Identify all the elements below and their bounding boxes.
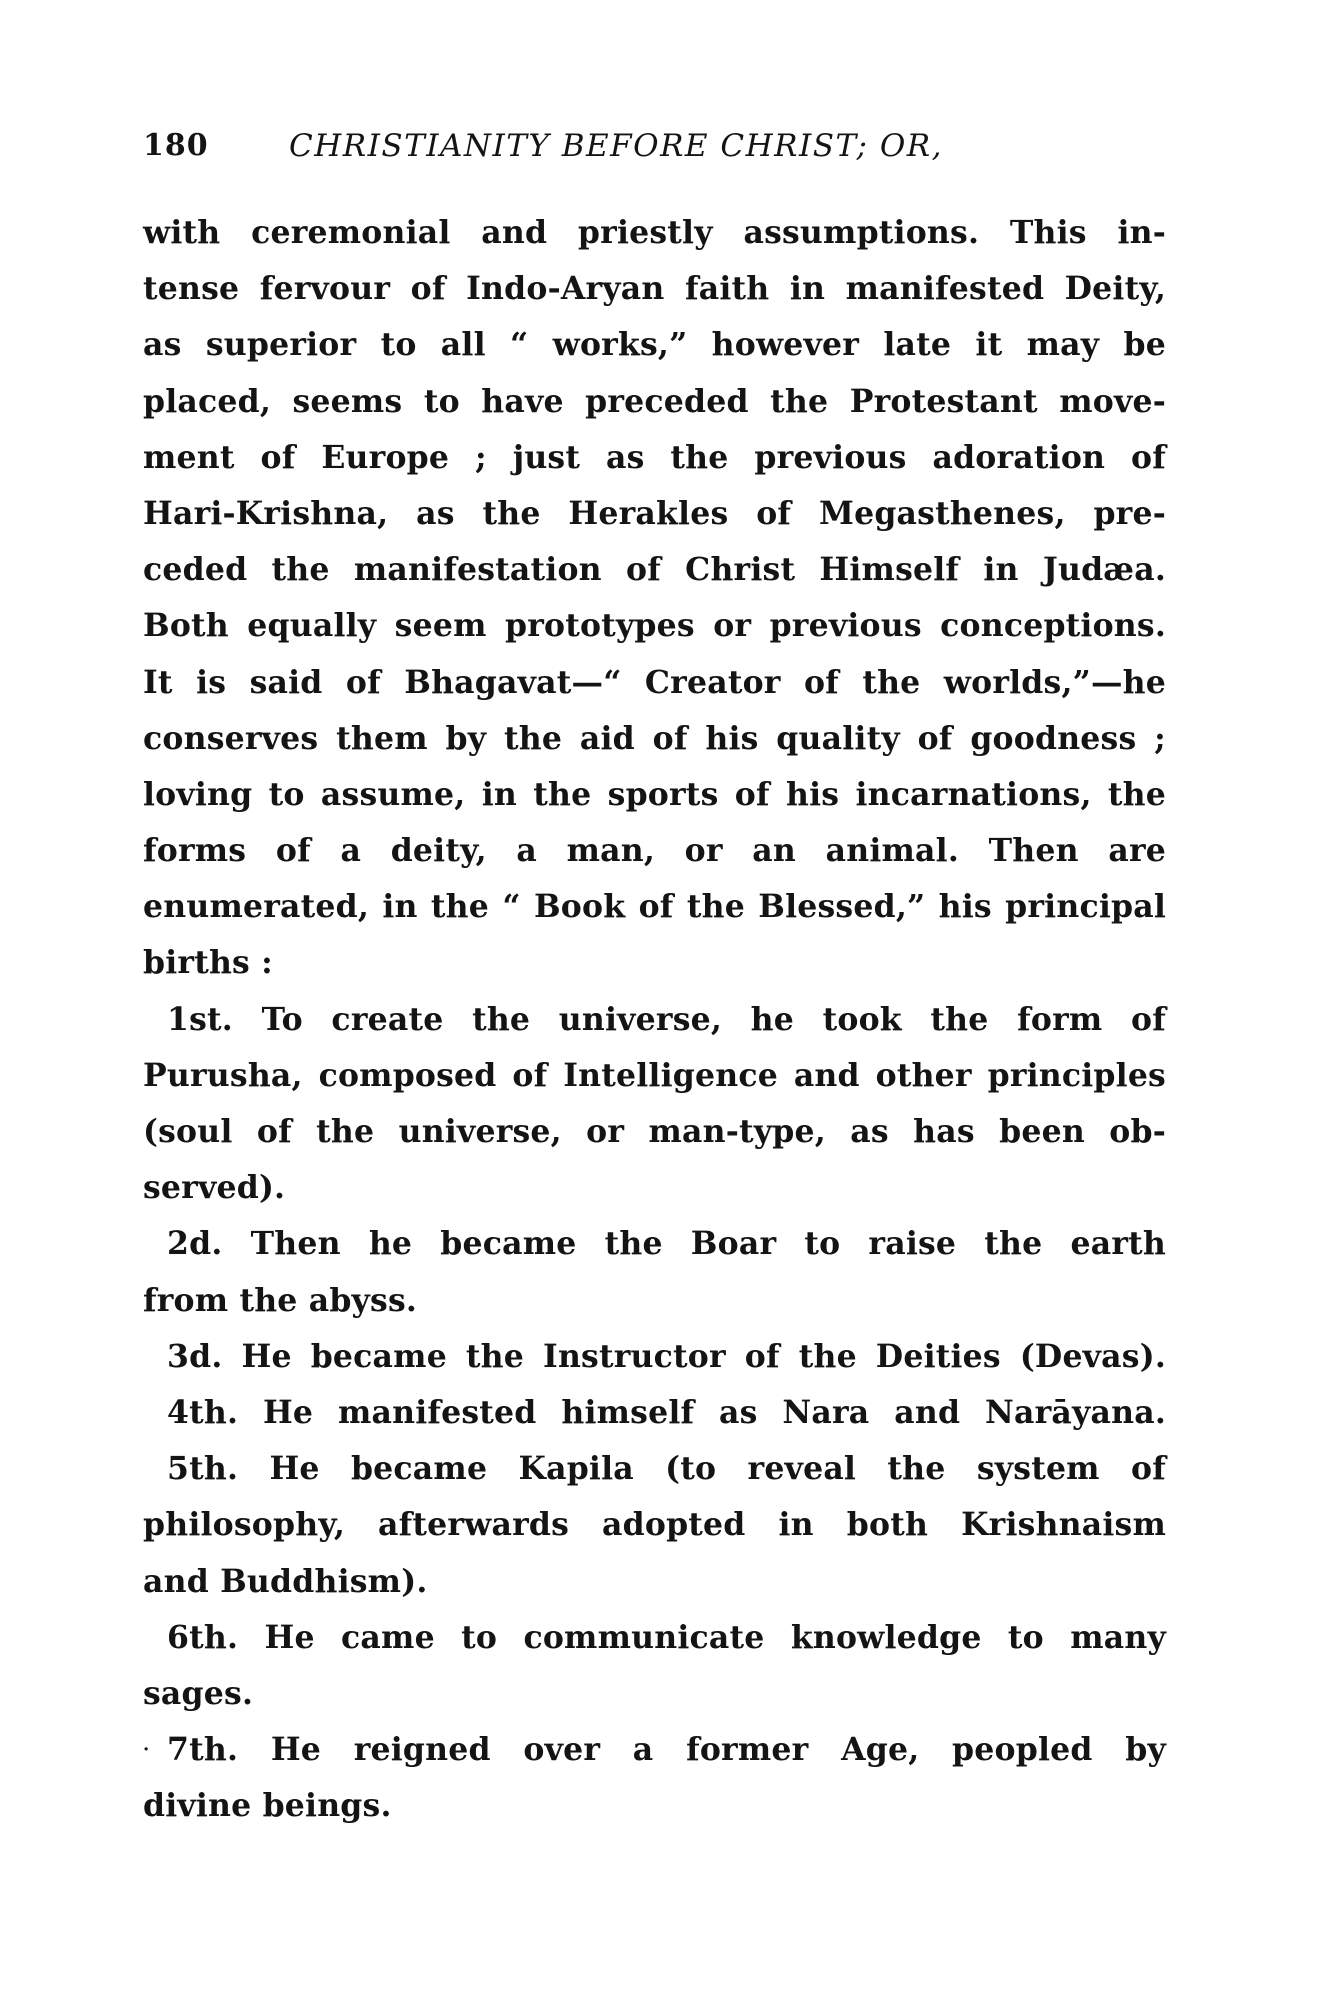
- birth-item-1: [143, 992, 1166, 1217]
- text-line: with ceremonial and priestly assumptions. This in-: [143, 214, 1166, 251]
- text-line: and Buddhism).: [143, 1562, 428, 1600]
- text-line: ceded the manifestation of Christ Himself in Judæa.: [143, 551, 1166, 589]
- text-line: enumerated, in the “ Book of the Blessed,” his principal: [143, 888, 1166, 926]
- text-line: 4th. He manifested himself as Nara and Narāyana.: [167, 1393, 1166, 1431]
- text-line: (soul of the universe, or man-type, as has been ob-: [143, 1113, 1166, 1150]
- body-text: [143, 205, 1166, 1834]
- birth-item-3: [143, 1329, 1166, 1385]
- text-line: [143, 1722, 1166, 1778]
- text-line-content: 7th. He reigned over a former Age, peopled by: [167, 1731, 1166, 1769]
- text-line: It is said of Bhagavat—“ Creator of the worlds,”—he: [143, 663, 1166, 701]
- text-line: Both equally seem prototypes or previous conceptions.: [143, 607, 1166, 645]
- running-title: CHRISTIANITY BEFORE CHRIST; OR,: [289, 128, 943, 164]
- text-line: Hari-Krishna, as the Herakles of Megasthenes, pre-: [143, 494, 1166, 532]
- birth-item-6: [143, 1610, 1166, 1722]
- text-line: ment of Europe ; just as the previous adoration of: [143, 438, 1166, 476]
- text-line: placed, seems to have preceded the Protestant move-: [143, 382, 1166, 420]
- text-line: served).: [143, 1169, 286, 1207]
- text-line: loving to assume, in the sports of his incarnations, the: [143, 775, 1166, 813]
- text-line: divine beings.: [143, 1787, 392, 1825]
- stray-ink-mark: ·: [143, 1739, 150, 1761]
- text-line: as superior to all “ works,” however late it may be: [143, 326, 1166, 364]
- text-line: 3d. He became the Instructor of the Deities (Devas).: [167, 1337, 1166, 1375]
- text-line: 6th. He came to communicate knowledge to many: [167, 1618, 1166, 1656]
- birth-item-5: [143, 1441, 1166, 1610]
- text-line: conserves them by the aid of his quality of goodness ;: [143, 719, 1166, 757]
- text-line: 2d. Then he became the Boar to raise the earth: [167, 1225, 1166, 1263]
- page-number: 180: [143, 128, 209, 163]
- text-line: births :: [143, 944, 273, 982]
- text-line: 5th. He became Kapila (to reveal the system of: [167, 1450, 1166, 1488]
- text-line: philosophy, afterwards adopted in both Krishnaism: [143, 1506, 1166, 1544]
- birth-item-4: [143, 1385, 1166, 1441]
- text-line: 1st. To create the universe, he took the form of: [167, 1000, 1166, 1038]
- text-line: sages.: [143, 1674, 254, 1712]
- birth-item-2: [143, 1216, 1166, 1328]
- text-line: Purusha, composed of Intelligence and other principles: [143, 1056, 1166, 1094]
- text-line: tense fervour of Indo-Aryan faith in manifested Deity,: [143, 270, 1166, 308]
- page-header: [143, 128, 1163, 172]
- birth-item-7: [143, 1722, 1166, 1834]
- text-line: forms of a deity, a man, or an animal. Then are: [143, 832, 1166, 870]
- paragraph-intro: [143, 205, 1166, 992]
- text-line: from the abyss.: [143, 1281, 418, 1319]
